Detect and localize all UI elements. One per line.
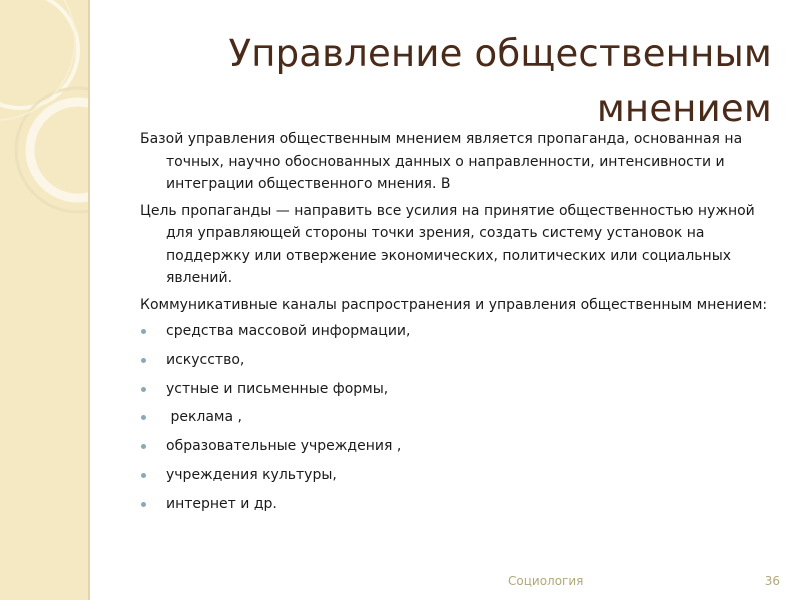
title-line-2: мнением: [596, 87, 772, 130]
list-item-text: устные и письменные формы,: [166, 380, 389, 397]
bullet-icon: [141, 415, 146, 420]
list-item-text: средства массовой информации,: [166, 323, 411, 339]
decorative-side-panel: [0, 0, 90, 600]
bullet-icon: [141, 329, 146, 334]
list-item-text: интернет и др.: [166, 495, 277, 512]
title-line-1: Управление общественным: [228, 32, 772, 75]
list-item: [140, 378, 780, 401]
slide-title: [132, 26, 772, 136]
list-item: [140, 464, 780, 487]
list-item-text: реклама ,: [166, 409, 242, 426]
list-item-text: учреждения культуры,: [166, 466, 337, 483]
bullet-icon: [141, 473, 146, 478]
bullet-icon: [141, 444, 146, 449]
list-item: [140, 406, 780, 429]
decorative-circles: [0, 0, 88, 600]
list-item: [140, 320, 780, 343]
channel-list: [140, 320, 780, 515]
paragraph-propaganda-goal: Цель пропаганды — направить все усилия на принятие общественностью нужной для управляющей стороны точки зрения, создать систему установок на поддержку или отвержение экономических, политических или социальных явлений.: [140, 202, 755, 286]
slide-content: [140, 128, 780, 522]
list-item: [140, 493, 780, 516]
bullet-icon: [141, 358, 146, 363]
page-number: 36: [764, 574, 780, 588]
bullet-icon: [141, 387, 146, 392]
list-item: [140, 435, 780, 458]
footer-subject: Социология: [508, 574, 584, 588]
list-item: [140, 349, 780, 372]
list-item-text: искусство,: [166, 351, 245, 368]
paragraph-channels: Коммуникативные каналы распространения и управления общественным мнением:: [140, 296, 768, 313]
bullet-icon: [141, 502, 146, 507]
paragraph-propaganda-basis: Базой управления общественным мнением является пропаганда, основанная на точных, научно обоснованных данных о направленности, интенсивности и интеграции общественного мнения. В: [140, 131, 743, 192]
list-item-text: образовательные учреждения ,: [166, 438, 402, 455]
